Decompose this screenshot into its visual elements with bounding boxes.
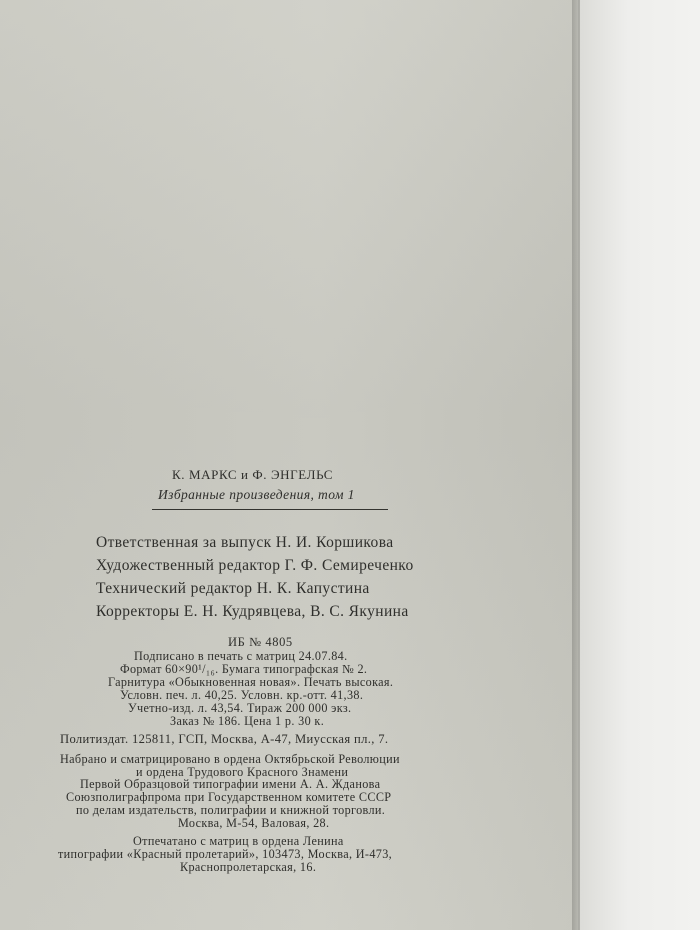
typeset-line: Первой Образцовой типографии имени А. А. Жданова	[80, 777, 381, 791]
print-detail-line: Заказ № 186. Цена 1 р. 30 к.	[170, 714, 325, 728]
print-detail-line: Условн. печ. л. 40,25. Условн. кр.-отт. 41,38.	[120, 688, 364, 702]
facing-page	[580, 0, 700, 930]
printed-line: Краснопролетарская, 16.	[180, 860, 317, 874]
print-detail-line: Формат 60×90¹/₁₆. Бумага типографская № 2.	[120, 662, 368, 676]
typeset-line: Союзполиграфпрома при Государственном комитете СССР	[66, 790, 392, 804]
print-detail-line: Учетно-изд. л. 43,54. Тираж 200 000 экз.	[128, 701, 352, 715]
authors-line: К. МАРКС и Ф. ЭНГЕЛЬС	[172, 467, 334, 482]
typeset-line: и ордена Трудового Красного Знамени	[136, 765, 349, 779]
typeset-line: Набрано и сматрицировано в ордена Октябрьской Революции	[60, 752, 400, 766]
staff-line-responsible: Ответственная за выпуск Н. И. Коршикова	[96, 534, 394, 551]
staff-line-proofreaders: Корректоры Е. Н. Кудрявцева, В. С. Якунина	[96, 603, 409, 620]
staff-line-art-editor: Художественный редактор Г. Ф. Семиреченко	[96, 557, 414, 574]
ib-number: ИБ № 4805	[228, 635, 293, 649]
title-underline	[152, 509, 388, 510]
printed-line: Отпечатано с матриц в ордена Ленина	[133, 834, 344, 848]
print-detail-line: Подписано в печать с матриц 24.07.84.	[134, 649, 348, 663]
typeset-line: по делам издательств, полиграфии и книжной торговли.	[76, 803, 386, 817]
printed-line: типографии «Красный пролетарий», 103473, Москва, И-473,	[58, 847, 393, 861]
print-detail-line: Гарнитура «Обыкновенная новая». Печать высокая.	[108, 675, 394, 689]
typeset-line: Москва, М-54, Валовая, 28.	[178, 816, 330, 830]
page-gutter-shadow	[572, 0, 580, 930]
publisher-address: Политиздат. 125811, ГСП, Москва, А-47, Миусская пл., 7.	[60, 732, 389, 746]
work-title: Избранные произведения, том 1	[158, 487, 355, 502]
staff-line-tech-editor: Технический редактор Н. К. Капустина	[96, 580, 370, 597]
